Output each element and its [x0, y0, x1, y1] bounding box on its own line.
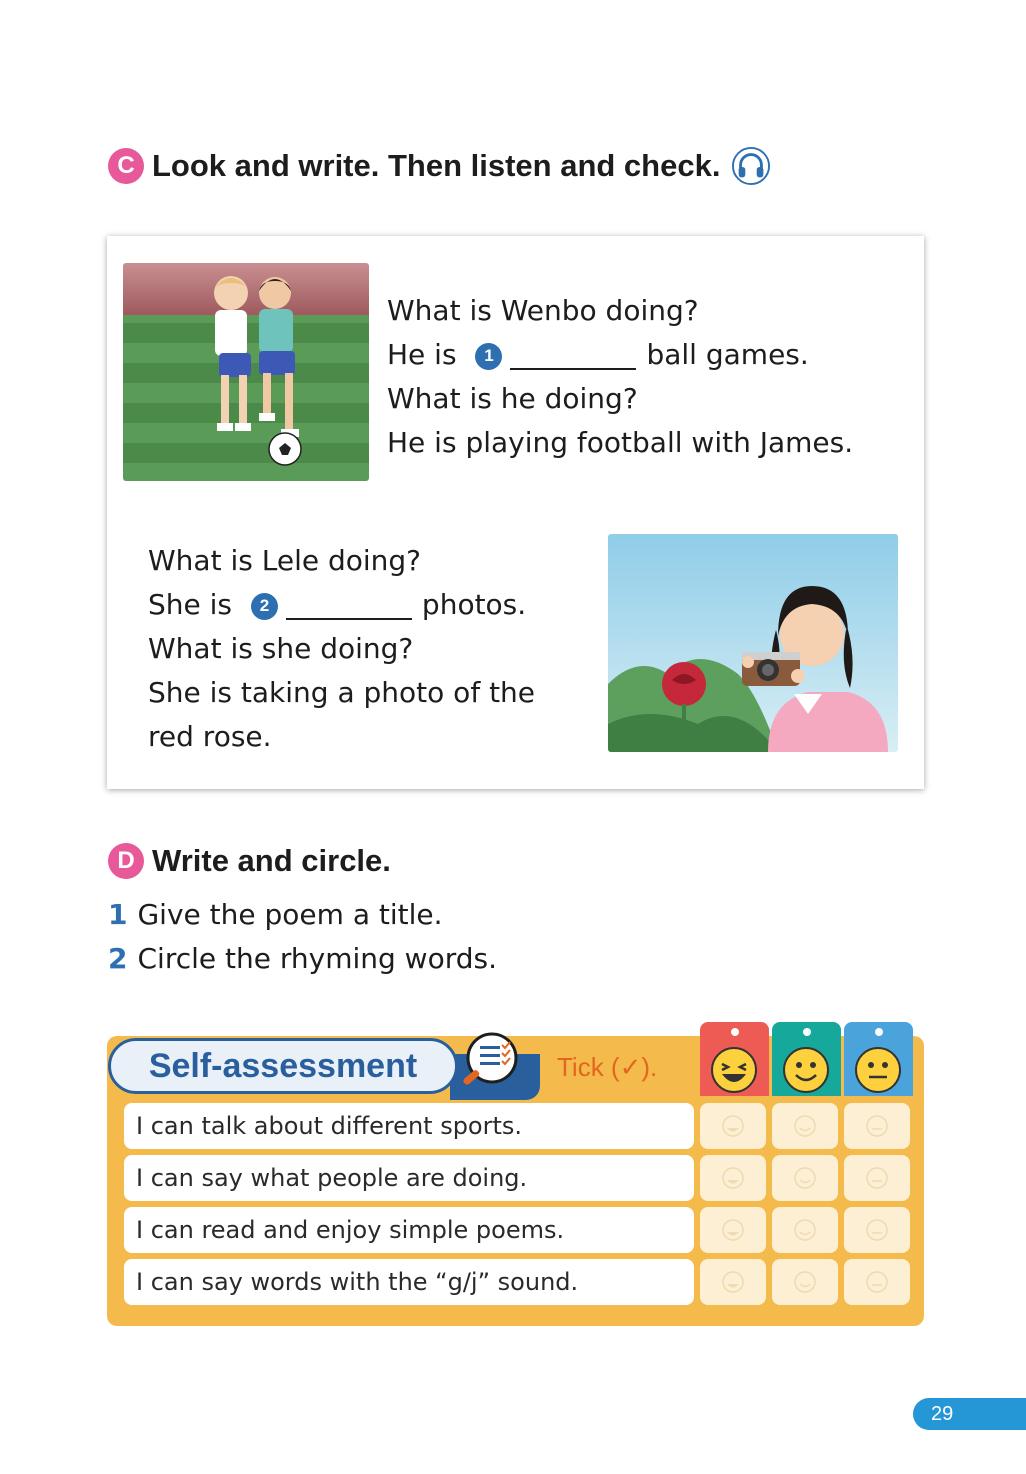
tick-cell-laughing[interactable]: [700, 1155, 766, 1201]
neutral-face-icon: [865, 1114, 889, 1138]
laughing-face-icon: [710, 1046, 758, 1094]
tick-cell-smiling[interactable]: [772, 1155, 838, 1201]
neutral-face-icon: [854, 1046, 902, 1094]
blank-input[interactable]: [286, 590, 412, 620]
face-column-smiling: [772, 1022, 841, 1096]
question-line: What is Lele doing?: [148, 544, 422, 577]
answer-prefix: She is: [148, 588, 233, 621]
section-title: Write and circle.: [152, 843, 391, 878]
neutral-face-icon: [865, 1218, 889, 1242]
self-assessment-title: Self-assessment: [108, 1038, 458, 1094]
tick-cell-neutral[interactable]: [844, 1207, 910, 1253]
pin-dot: [875, 1028, 883, 1036]
laughing-face-icon: [721, 1114, 745, 1138]
tick-instruction: Tick (✓).: [557, 1052, 658, 1082]
tick-cell-smiling[interactable]: [772, 1207, 838, 1253]
section-title: Look and write. Then listen and check.: [152, 148, 721, 183]
instruction-item: [108, 893, 443, 937]
question-line: What is Wenbo doing?: [387, 294, 699, 327]
section-letter-badge: D: [108, 843, 144, 879]
answer-line: She is taking a photo of the: [148, 676, 536, 709]
tick-cell-smiling[interactable]: [772, 1259, 838, 1305]
answer-suffix: ball games.: [646, 338, 809, 371]
pin-dot: [731, 1028, 739, 1036]
face-column-neutral: [844, 1022, 913, 1096]
answer-line-with-blank: [148, 583, 535, 627]
smiling-face-icon: [793, 1166, 817, 1190]
question-line: What is he doing?: [387, 382, 638, 415]
tick-cell-laughing[interactable]: [700, 1103, 766, 1149]
headphones-icon[interactable]: [732, 147, 770, 185]
statement-row: I can read and enjoy simple poems.: [124, 1207, 694, 1253]
tick-cell-laughing[interactable]: [700, 1207, 766, 1253]
tick-cell-smiling[interactable]: [772, 1103, 838, 1149]
girl-photo-illustration: [608, 534, 898, 752]
pin-dot: [803, 1028, 811, 1036]
section-letter-badge: C: [108, 148, 144, 184]
answer-line: red rose.: [148, 720, 272, 753]
laughing-face-icon: [721, 1270, 745, 1294]
tick-cell-laughing[interactable]: [700, 1259, 766, 1305]
instruction-item: [108, 937, 497, 981]
tick-cell-neutral[interactable]: [844, 1259, 910, 1305]
answer-line-with-blank: [387, 333, 853, 377]
blank-input[interactable]: [510, 340, 636, 370]
instruction-number: 1: [108, 898, 128, 931]
tick-cell-neutral[interactable]: [844, 1103, 910, 1149]
smiling-face-icon: [793, 1270, 817, 1294]
exercise-1-text: [387, 289, 853, 465]
football-illustration: [123, 263, 369, 481]
checklist-magnifier-icon: [458, 1030, 520, 1092]
instruction-text: Give the poem a title.: [137, 898, 443, 931]
laughing-face-icon: [721, 1166, 745, 1190]
exercise-card: [107, 236, 924, 789]
number-badge: 2: [251, 593, 278, 620]
question-line: What is she doing?: [148, 632, 414, 665]
smiling-face-icon: [793, 1218, 817, 1242]
face-column-laughing: [700, 1022, 769, 1096]
laughing-face-icon: [721, 1218, 745, 1242]
page-number: 29: [913, 1398, 1026, 1430]
section-d-heading: [108, 843, 391, 879]
statement-row: I can say what people are doing.: [124, 1155, 694, 1201]
instruction-text: Circle the rhyming words.: [137, 942, 497, 975]
instruction-number: 2: [108, 942, 128, 975]
section-c-heading: [108, 147, 770, 185]
statement-row: I can say words with the “g/j” sound.: [124, 1259, 694, 1305]
answer-line: He is playing football with James.: [387, 426, 854, 459]
answer-prefix: He is: [387, 338, 457, 371]
smiling-face-icon: [793, 1114, 817, 1138]
statement-row: I can talk about different sports.: [124, 1103, 694, 1149]
neutral-face-icon: [865, 1270, 889, 1294]
tick-cell-neutral[interactable]: [844, 1155, 910, 1201]
number-badge: 1: [475, 343, 502, 370]
neutral-face-icon: [865, 1166, 889, 1190]
smiling-face-icon: [782, 1046, 830, 1094]
exercise-2-text: [148, 539, 535, 759]
answer-suffix: photos.: [421, 588, 527, 621]
